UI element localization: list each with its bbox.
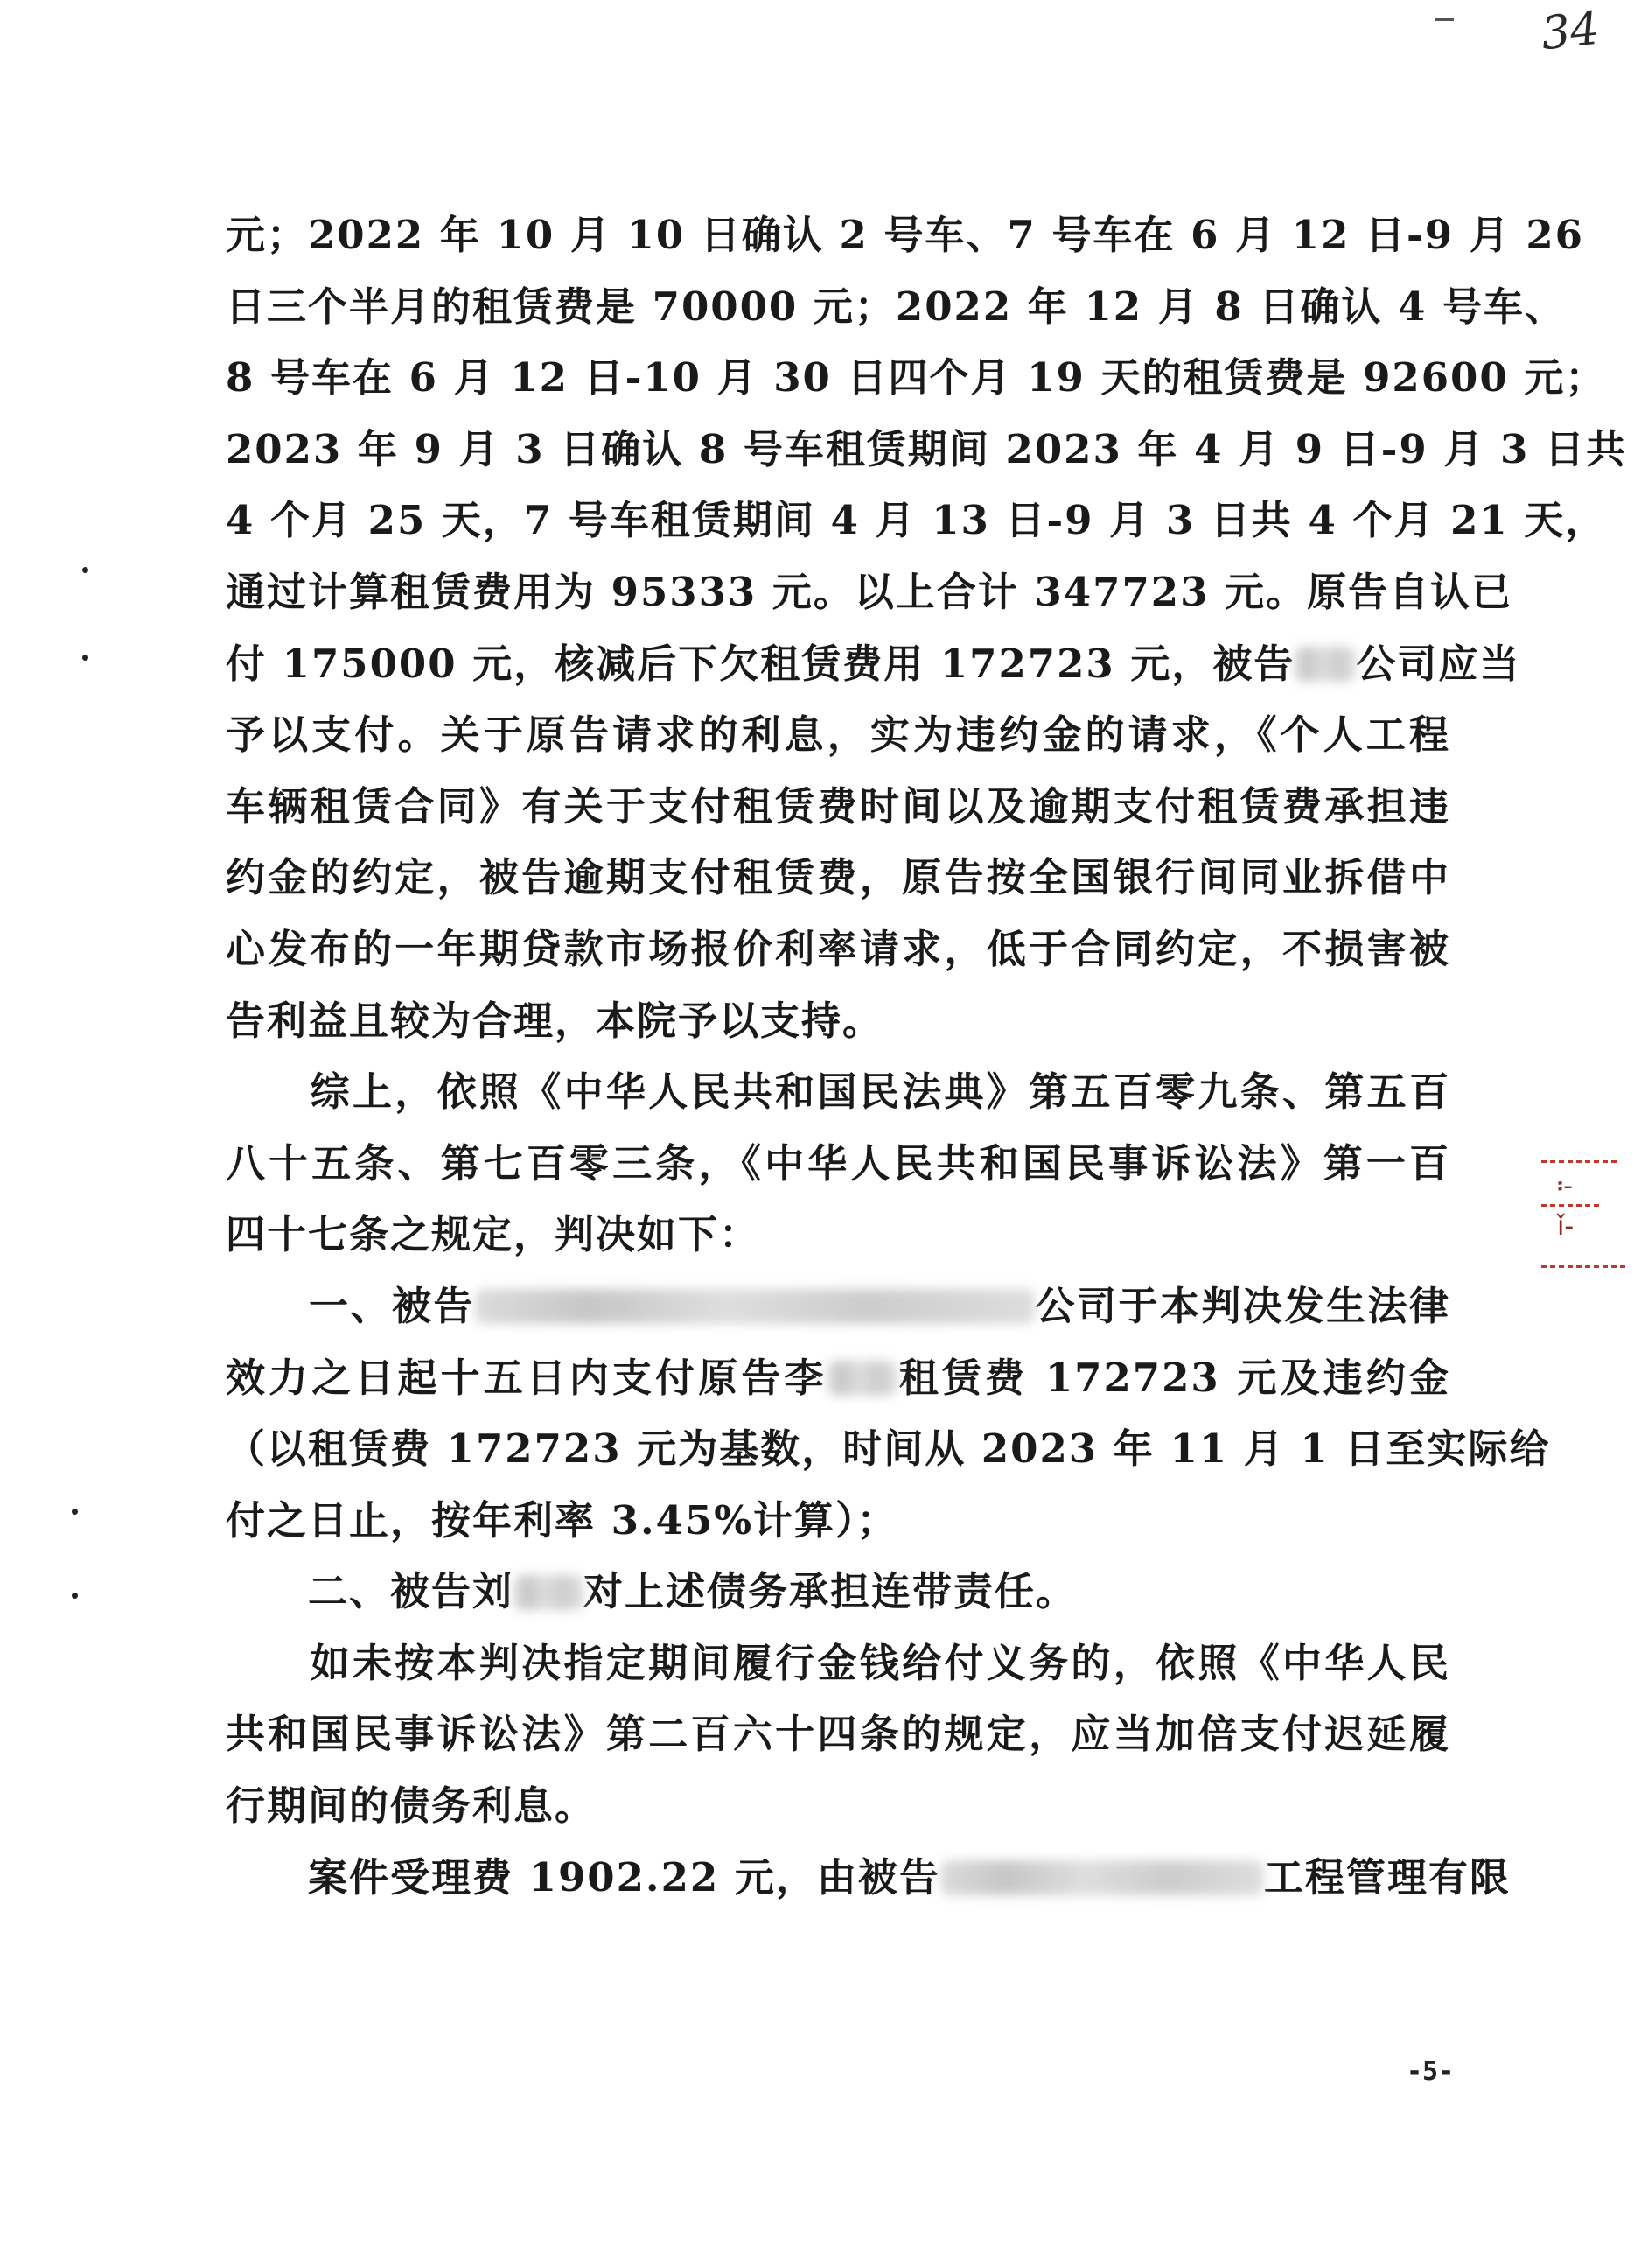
text-line — [226, 1128, 1450, 1200]
text-line — [226, 985, 1450, 1057]
scan-dot — [72, 1508, 78, 1515]
text-segment: 日三个半月的租赁费是 70000 元；2022 年 12 月 8 日确认 4 号车、 — [226, 283, 1567, 330]
text-segment: 元；2022 年 10 月 10 日确认 2 号车、7 号车在 6 月 12 日-9 月 26 — [226, 212, 1584, 258]
text-segment: 效力之日起十五日内支付原告李 — [226, 1354, 827, 1401]
text-segment: 租赁费 172723 元及违约金 — [897, 1354, 1450, 1401]
text-segment: 心发布的一年期贷款市场报价利率请求，低于合同约定，不损害被 — [226, 925, 1450, 972]
text-segment: 二、被告刘 — [226, 1568, 514, 1615]
scan-dot — [82, 567, 88, 573]
text-line — [226, 1842, 1511, 1914]
page-number: -5- — [1407, 2056, 1455, 2087]
text-line — [226, 1270, 1450, 1342]
text-segment: 2023 年 9 月 3 日确认 8 号车租赁期间 2023 年 4 月 9 日-9 月 3 日共 — [226, 425, 1628, 472]
text-segment: 4 个月 25 天，7 号车租赁期间 4 月 13 日-9 月 3 日共 4 个月 21 天， — [226, 497, 1607, 544]
redacted-name — [940, 1860, 1264, 1895]
text-line — [226, 1485, 1450, 1557]
redacted-name — [475, 1289, 1035, 1324]
text-line — [226, 485, 1607, 556]
text-segment: 车辆租赁合同》有关于支付租赁费时间以及逾期支付租赁费承担违 — [226, 782, 1450, 830]
text-line — [226, 1342, 1450, 1414]
seal-fragment: ፡- ǐ- — [1541, 1153, 1629, 1272]
text-line — [226, 414, 1628, 486]
text-segment: 对上述债务承担连带责任。 — [583, 1568, 1078, 1615]
text-segment: 通过计算租赁费用为 95333 元。以上合计 347723 元。原告自认已 — [226, 568, 1513, 615]
text-segment: 行期间的债务利息。 — [226, 1782, 597, 1830]
text-segment: 综上，依照《中华人民共和国民法典》第五百零九条、第五百 — [226, 1068, 1450, 1116]
text-line — [226, 1556, 1450, 1628]
text-line — [226, 342, 1607, 414]
text-segment: 公司于本判决发生法律 — [1035, 1282, 1450, 1329]
text-line — [226, 1199, 1450, 1270]
text-segment: 案件受理费 1902.22 元，由被告 — [226, 1853, 940, 1900]
text-segment: 付 175000 元，核减后下欠租赁费用 172723 元，被告 — [226, 640, 1295, 687]
text-line — [226, 1413, 1551, 1485]
text-segment: 予以支付。关于原告请求的利息，实为违约金的请求，《个人工程 — [226, 711, 1450, 759]
text-line — [226, 556, 1513, 628]
text-line — [226, 771, 1450, 843]
text-line — [226, 200, 1584, 271]
redacted-name — [827, 1361, 897, 1396]
text-segment: 四十七条之规定，判决如下： — [226, 1211, 761, 1258]
scan-dot — [82, 654, 88, 661]
text-line — [226, 271, 1567, 343]
text-segment: 8 号车在 6 月 12 日-10 月 30 日四个月 19 天的租赁费是 92600 元； — [226, 354, 1607, 402]
redacted-name — [513, 1575, 583, 1610]
text-line — [226, 699, 1450, 771]
redacted-name — [1295, 647, 1356, 682]
text-segment: 工程管理有限 — [1263, 1853, 1511, 1900]
text-line — [226, 1056, 1450, 1128]
text-line — [226, 1770, 1450, 1842]
judgment-body-text — [226, 200, 1628, 1913]
scan-artifact — [1435, 18, 1454, 21]
text-segment: 如未按本判决指定期间履行金钱给付义务的，依照《中华人民 — [226, 1639, 1450, 1686]
text-line — [226, 1628, 1450, 1699]
text-segment: 八十五条、第七百零三条，《中华人民共和国民事诉讼法》第一百 — [226, 1139, 1450, 1186]
text-line — [226, 842, 1450, 914]
text-line — [226, 628, 1521, 700]
text-segment: （以租赁费 172723 元为基数，时间从 2023 年 11 月 1 日至实际给 — [226, 1425, 1551, 1473]
text-line — [226, 914, 1450, 985]
text-segment: 公司应当 — [1356, 640, 1521, 687]
text-segment: 告利益且较为合理，本院予以支持。 — [226, 997, 884, 1044]
text-line — [226, 1698, 1450, 1770]
text-segment: 一、被告 — [226, 1282, 475, 1329]
text-segment: 共和国民事诉讼法》第二百六十四条的规定，应当加倍支付迟延履 — [226, 1711, 1450, 1758]
text-segment: 付之日止，按年利率 3.45%计算）； — [226, 1496, 898, 1544]
scan-dot — [72, 1592, 78, 1599]
text-segment: 约金的约定，被告逾期支付租赁费，原告按全国银行间同业拆借中 — [226, 854, 1450, 901]
handwritten-page-mark: 34 — [1539, 2, 1603, 61]
